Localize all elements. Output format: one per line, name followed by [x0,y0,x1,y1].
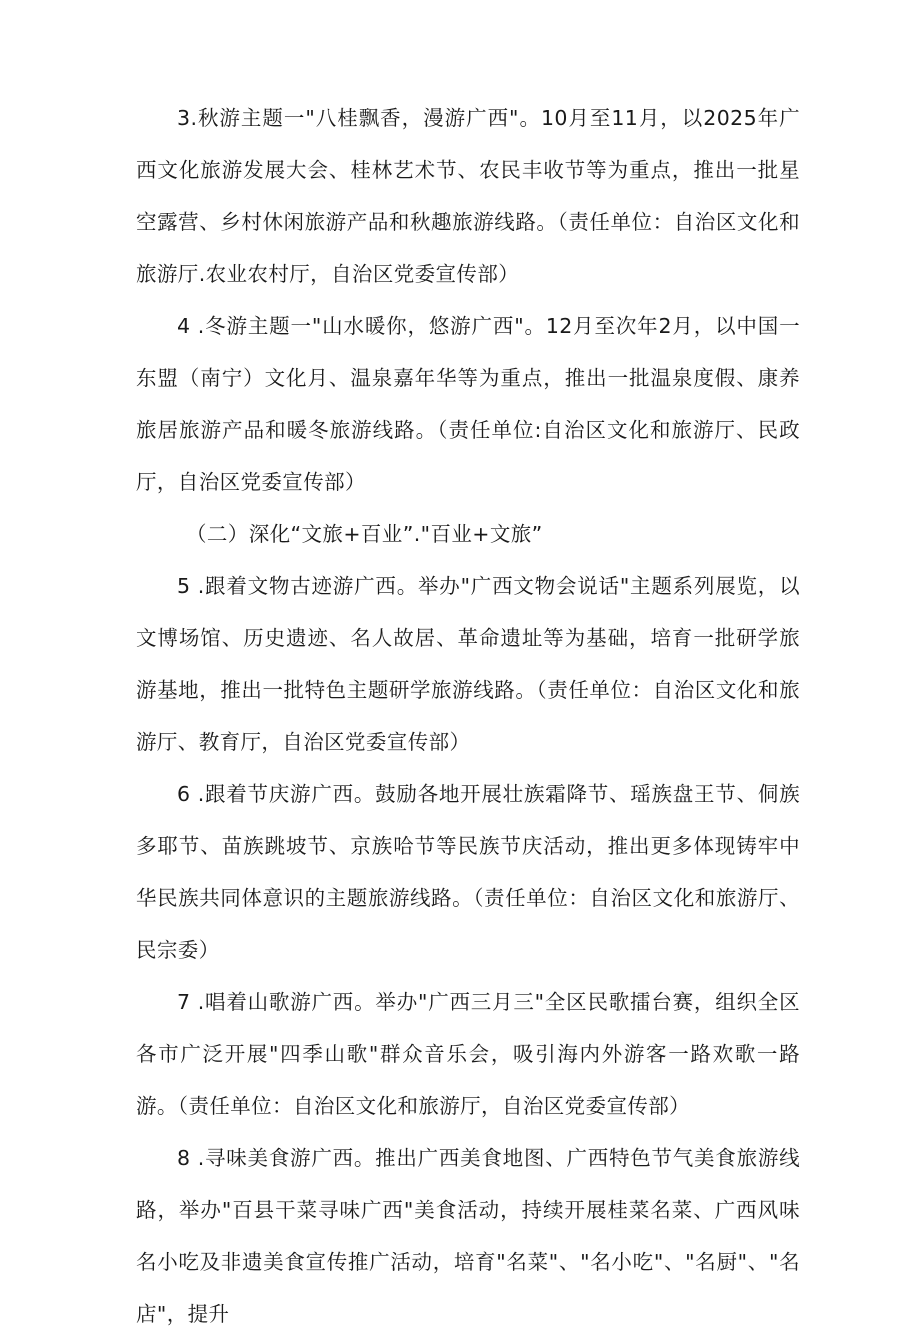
paragraph-item-8: 8 .寻味美食游广西。推出广西美食地图、广西特色节气美食旅游线路，举办"百县干菜寻味广西"美食活动，持续开展桂菜名菜、广西风味名小吃及非遗美食宣传推广活动，培育"名菜"、"名小吃"、"名厨"、"名店"，提升 [136,1146,800,1326]
paragraph-item-3: 3.秋游主题一"八桂飘香，漫游广西"。10月至11月，以2025年广西文化旅游发展大会、桂林艺术节、农民丰收节等为重点，推出一批星空露营、乡村休闲旅游产品和秋趣旅游线路。（责任单位：自治区文化和旅游厅.农业农村厅，自治区党委宣传部） [136,106,800,286]
section-heading-2: （二）深化“文旅+百业”."百业+文旅” [186,522,543,546]
paragraph-item-6: 6 .跟着节庆游广西。鼓励各地开展壮族霜降节、瑶族盘王节、侗族多耶节、苗族跳坡节、京族哈节等民族节庆活动，推出更多体现铸牢中华民族共同体意识的主题旅游线路。（责任单位：自治区文化和旅游厅、民宗委） [136,782,800,962]
paragraph-item-4: 4 .冬游主题一"山水暖你，悠游广西"。12月至次年2月，以中国一东盟（南宁）文化月、温泉嘉年华等为重点，推出一批温泉度假、康养旅居旅游产品和暖冬旅游线路。（责任单位:自治区文化和旅游厅、民政厅，自治区党委宣传部） [136,314,800,494]
paragraph-item-7: 7 .唱着山歌游广西。举办"广西三月三"全区民歌擂台赛，组织全区各市广泛开展"四季山歌"群众音乐会，吸引海内外游客一路欢歌一路游。（责任单位：自治区文化和旅游厅，自治区党委宣传部） [136,990,800,1118]
paragraph-item-5: 5 .跟着文物古迹游广西。举办"广西文物会说话"主题系列展览，以文博场馆、历史遗迹、名人故居、革命遗址等为基础，培育一批研学旅游基地，推出一批特色主题研学旅游线路。（责任单位：自治区文化和旅游厅、教育厅，自治区党委宣传部） [136,574,800,754]
document-body [136,92,800,1340]
